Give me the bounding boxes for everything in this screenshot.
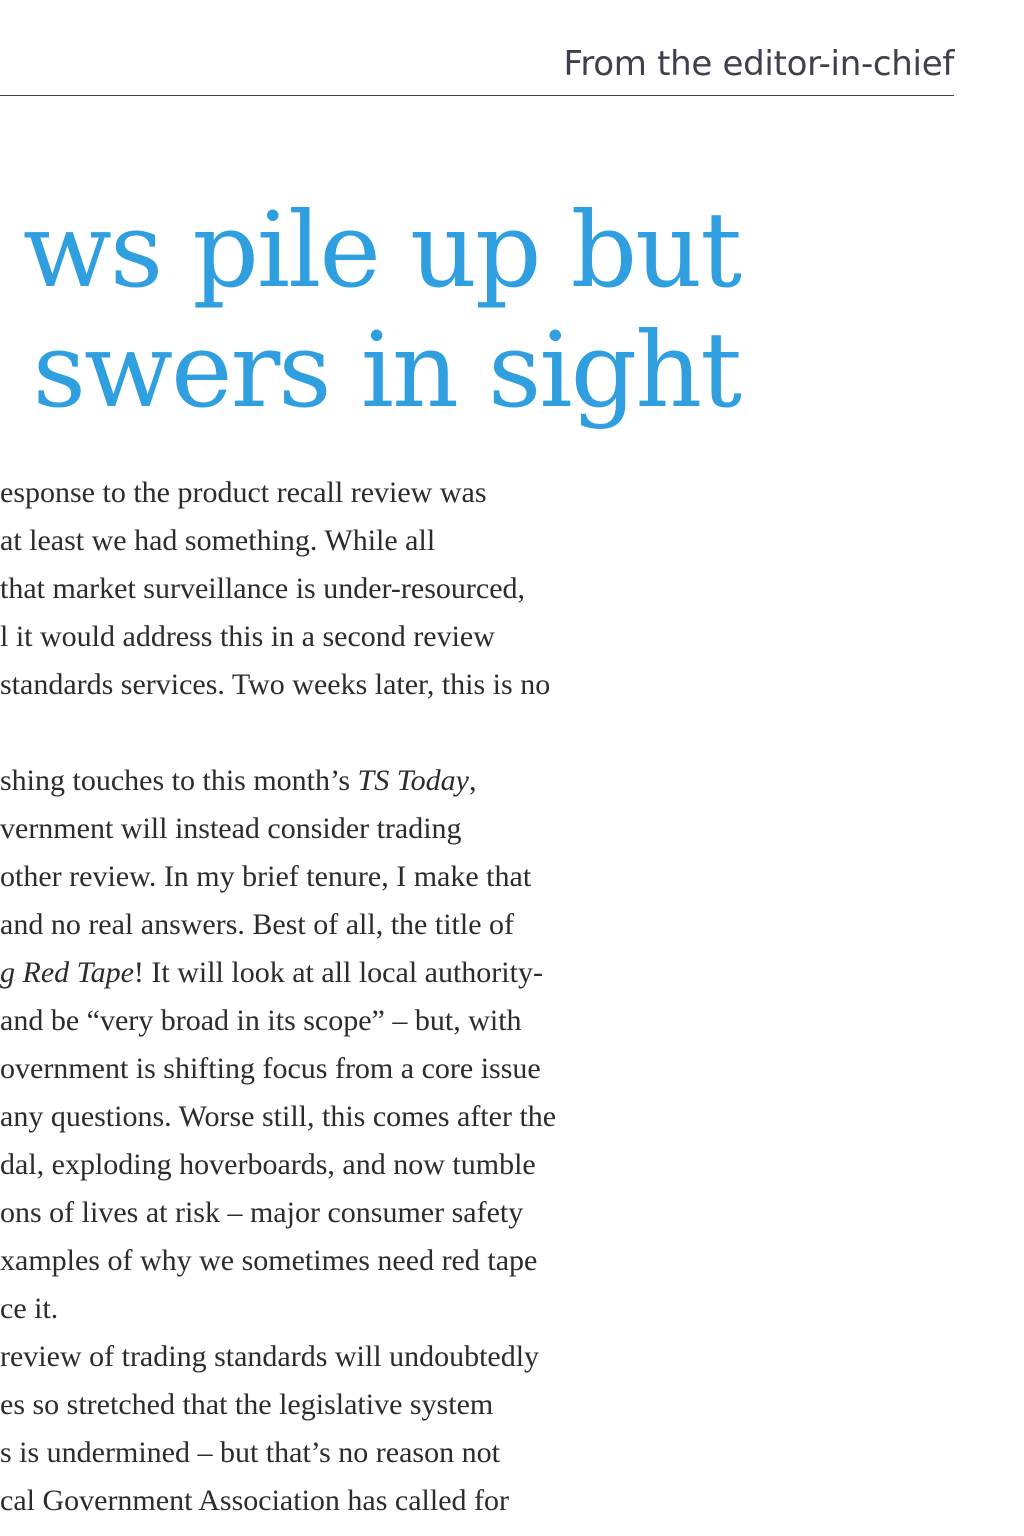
body-text: es so stretched that the legislative system xyxy=(0,1388,494,1421)
body-text: ! It will look at all local authority- xyxy=(133,956,543,989)
body-text: cal Government Association has called for xyxy=(0,1484,510,1517)
section-label: From the editor-in-chief xyxy=(563,44,954,84)
headline-line-2: swers in sight xyxy=(32,309,740,431)
headline-line-1: ws pile up but xyxy=(22,189,740,311)
body-text: and be “very broad in its scope” – but, with xyxy=(0,1004,522,1037)
body-line xyxy=(0,997,712,1045)
body-text: that market surveillance is under-resourced, xyxy=(0,572,526,605)
body-text: ons of lives at risk – major consumer safety xyxy=(0,1196,524,1229)
body-line xyxy=(0,1141,712,1189)
body-line xyxy=(0,1477,712,1525)
review-title: g Red Tape xyxy=(0,956,134,989)
body-line xyxy=(0,1093,712,1141)
body-text: overnment is shifting focus from a core issue xyxy=(0,1052,541,1085)
header-rule xyxy=(0,95,954,96)
body-line xyxy=(0,853,712,901)
body-text: review of trading standards will undoubtedly xyxy=(0,1340,540,1373)
body-line xyxy=(0,805,712,853)
body-line xyxy=(0,949,712,997)
body-line xyxy=(0,901,712,949)
body-text: s is undermined – but that’s no reason not xyxy=(0,1436,500,1469)
body-line xyxy=(0,1045,712,1093)
body-text: xamples of why we sometimes need red tape xyxy=(0,1244,538,1277)
body-line xyxy=(0,469,712,517)
body-text: shing touches to this month’s xyxy=(0,764,358,797)
body-line xyxy=(0,661,712,709)
body-line xyxy=(0,613,712,661)
body-line xyxy=(0,1189,712,1237)
body-line xyxy=(0,1285,712,1333)
body-line xyxy=(0,565,712,613)
body-text: , xyxy=(468,764,477,797)
body-line xyxy=(0,757,712,805)
body-text: any questions. Worse still, this comes after the xyxy=(0,1100,557,1133)
body-line xyxy=(0,1237,712,1285)
body-text: ce it. xyxy=(0,1292,59,1325)
publication-title: TS Today xyxy=(357,764,469,797)
body-text: esponse to the product recall review was xyxy=(0,476,487,509)
body-text: l it would address this in a second review xyxy=(0,620,495,653)
body-line xyxy=(0,517,712,565)
body-text: and no real answers. Best of all, the title of xyxy=(0,908,515,941)
headline xyxy=(0,190,740,430)
body-text: other review. In my brief tenure, I make that xyxy=(0,860,532,893)
body-line xyxy=(0,1333,712,1381)
body-line xyxy=(0,1429,712,1477)
article-body xyxy=(0,469,712,1525)
body-text: vernment will instead consider trading xyxy=(0,812,462,845)
paragraph-gap xyxy=(0,709,712,757)
body-text: at least we had something. While all xyxy=(0,524,436,557)
body-text: dal, exploding hoverboards, and now tumble xyxy=(0,1148,536,1181)
body-line xyxy=(0,1381,712,1429)
body-text: standards services. Two weeks later, this is no xyxy=(0,668,551,701)
